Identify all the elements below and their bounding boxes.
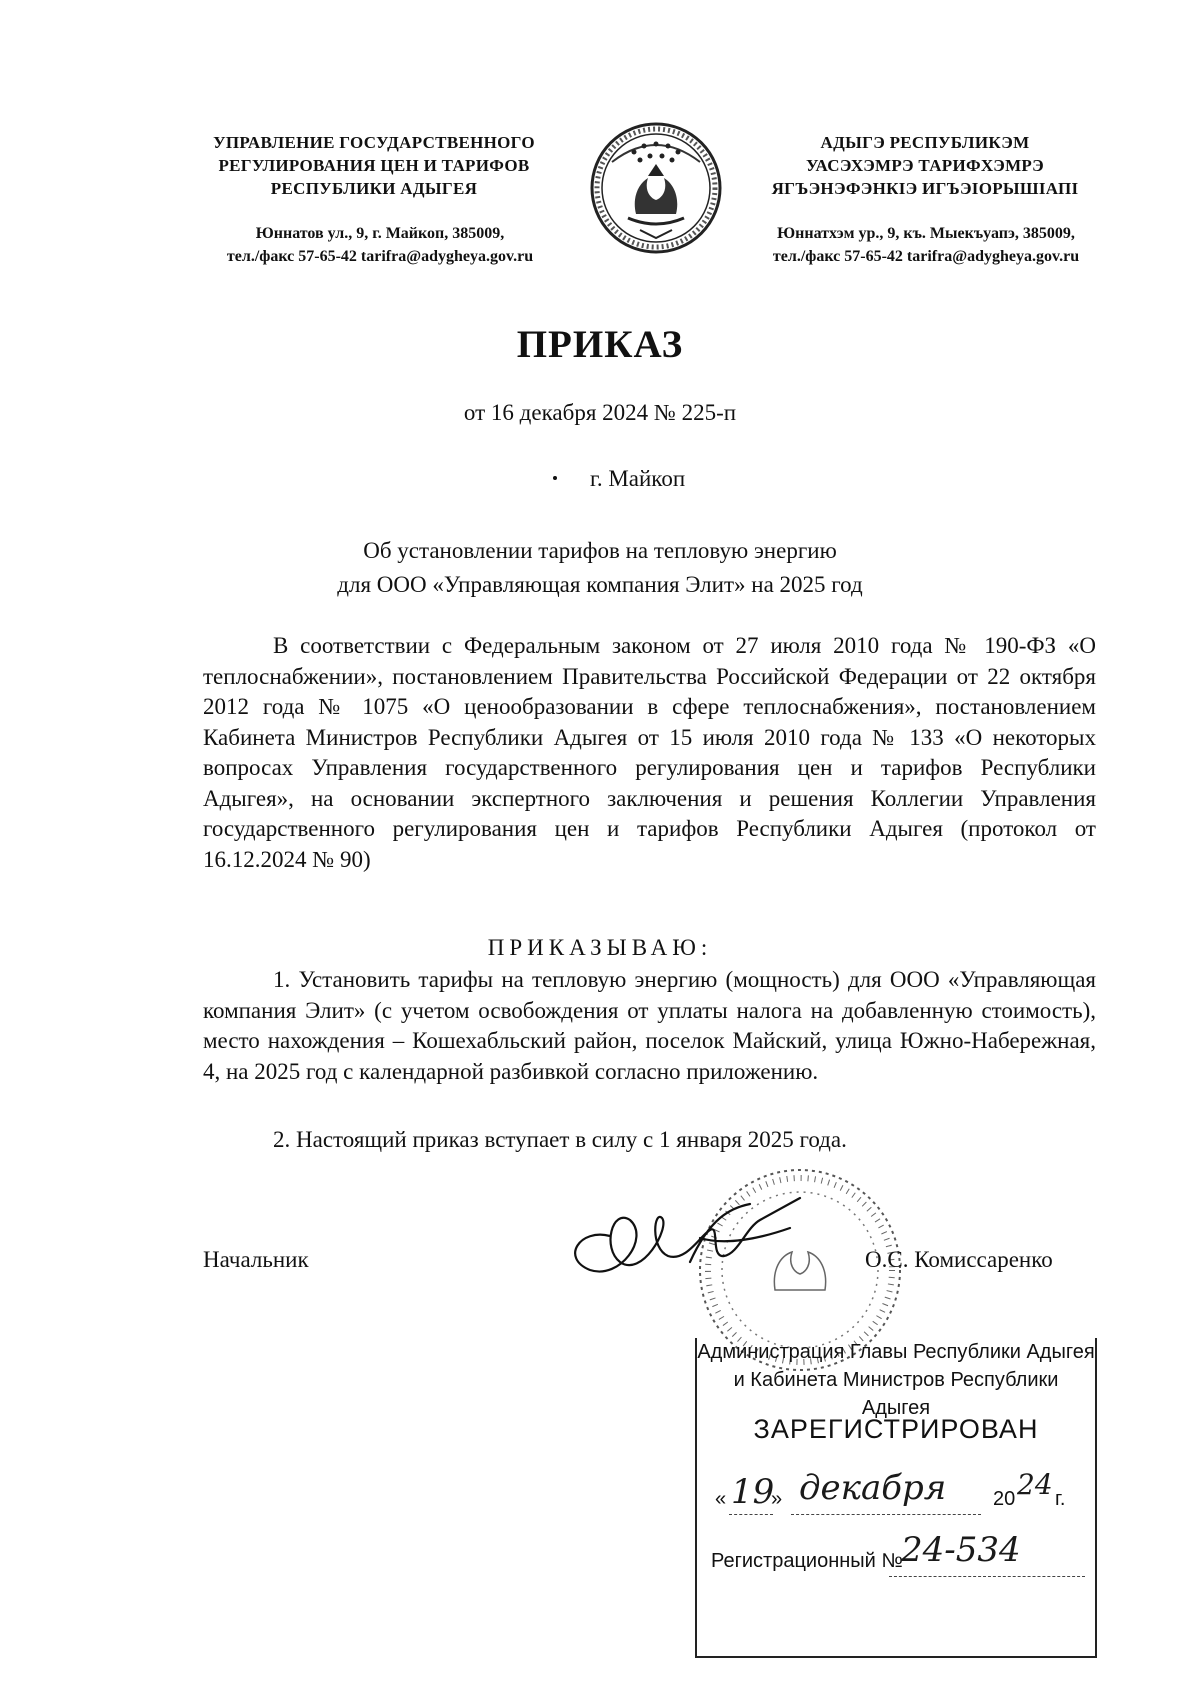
stamp-day: 19 — [731, 1472, 775, 1512]
quote-close: » — [771, 1488, 783, 1510]
signatory-position: Начальник — [203, 1247, 309, 1272]
orders-heading: ПРИКАЗЫВАЮ: — [487, 935, 713, 960]
document-title: ПРИКАЗ — [516, 323, 684, 366]
order-item-1: 1. Установить тарифы на тепловую энергию (мощность) для ООО «Управляющая компания Элит» (с учетом освобождения от уплаты налога на добавленную стоимость), место нахождения – Кошехабльский район, поселок Майский, улица Южно-Набережная, 4, на 2025 год с календарной разбивкой согласно приложению. — [203, 967, 1096, 1084]
stamp-month: декабря — [799, 1468, 947, 1508]
address-line: Юннатхэм ур., 9, къ. Мыекъуапэ, 385009, — [777, 225, 1075, 242]
stamp-date-row — [715, 1468, 1085, 1520]
letterhead-left-org — [204, 131, 544, 200]
order-city: г. Майкоп — [590, 466, 686, 491]
org-line: РЕГУЛИРОВАНИЯ ЦЕН И ТАРИФОВ — [218, 156, 530, 175]
letterhead-left-address — [190, 222, 570, 268]
address-line: тел./факс 57-65-42 tarifra@adygheya.gov.ru — [772, 248, 1080, 265]
stamp-year-end: г. — [1055, 1488, 1066, 1510]
address-line: Юннатов ул., 9, г. Майкоп, 385009, — [255, 225, 505, 242]
registration-stamp — [695, 1338, 1097, 1658]
org-line: ЯГЪЭНЭФЭНКIЭ ИГЪЭIОРЫШIАПI — [771, 179, 1079, 198]
org-line: РЕСПУБЛИКИ АДЫГЕЯ — [270, 179, 478, 198]
underline — [791, 1514, 981, 1515]
underline — [889, 1576, 1085, 1577]
reg-number-value: 24-534 — [901, 1530, 1021, 1570]
quote-open: « — [715, 1488, 727, 1510]
stamp-org-line: Администрация Главы Республики Адыгея — [697, 1341, 1095, 1363]
order-subject — [0, 534, 1200, 602]
subject-line: для ООО «Управляющая компания Элит» на 2025 год — [337, 572, 863, 597]
letterhead-right-org — [750, 131, 1100, 200]
org-line: УАСЭХЭМРЭ ТАРИФХЭМРЭ — [806, 156, 1044, 175]
stamp-year-suffix: 24 — [1017, 1468, 1053, 1501]
stamp-number-row — [711, 1530, 1091, 1582]
stamp-organization — [697, 1338, 1095, 1422]
stamp-org-line: и Кабинета Министров Республики Адыгея — [733, 1369, 1059, 1419]
underline — [729, 1514, 773, 1515]
stamp-year-prefix: 20 — [993, 1488, 1016, 1510]
handwritten-signature-icon — [550, 1178, 850, 1298]
preamble-paragraph: В соответствии с Федеральным законом от 27 июля 2010 года № 190-ФЗ «О теплоснабжении», постановлением Правительства Российской Федерации от 22 октября 2012 года № 1075 «О ценообразовании в сфере теплоснабжения», постановлением Кабинета Министров Республики Адыгея от 15 июля 2010 года № 133 «О некоторых вопросах Управления государственного регулирования цен и тарифов Республики Адыгея», на основании экспертного заключения и решения Коллегии Управления государственного регулирования цен и тарифов Республики Адыгея (протокол от 16.12.2024 № 90) — [203, 633, 1096, 872]
org-line: АДЫГЭ РЕСПУБЛИКЭМ — [820, 133, 1030, 152]
republic-emblem-icon — [588, 118, 724, 258]
reg-number-label: Регистрационный № — [711, 1550, 903, 1572]
address-line: тел./факс 57-65-42 tarifra@adygheya.gov.ru — [226, 248, 534, 265]
subject-line: Об установлении тарифов на тепловую энергию — [363, 538, 837, 563]
org-line: УПРАВЛЕНИЕ ГОСУДАРСТВЕННОГО — [213, 133, 535, 152]
order-date: от 16 декабря 2024 № 225-п — [463, 400, 737, 425]
order-item-2: 2. Настоящий приказ вступает в силу с 1 января 2025 года. — [273, 1127, 847, 1152]
signatory-name: О.С. Комиссаренко — [865, 1247, 1053, 1272]
letterhead-right-address — [745, 222, 1107, 268]
stamp-status: ЗАРЕГИСТРИРОВАН — [753, 1414, 1039, 1444]
dot-mark — [553, 476, 557, 480]
